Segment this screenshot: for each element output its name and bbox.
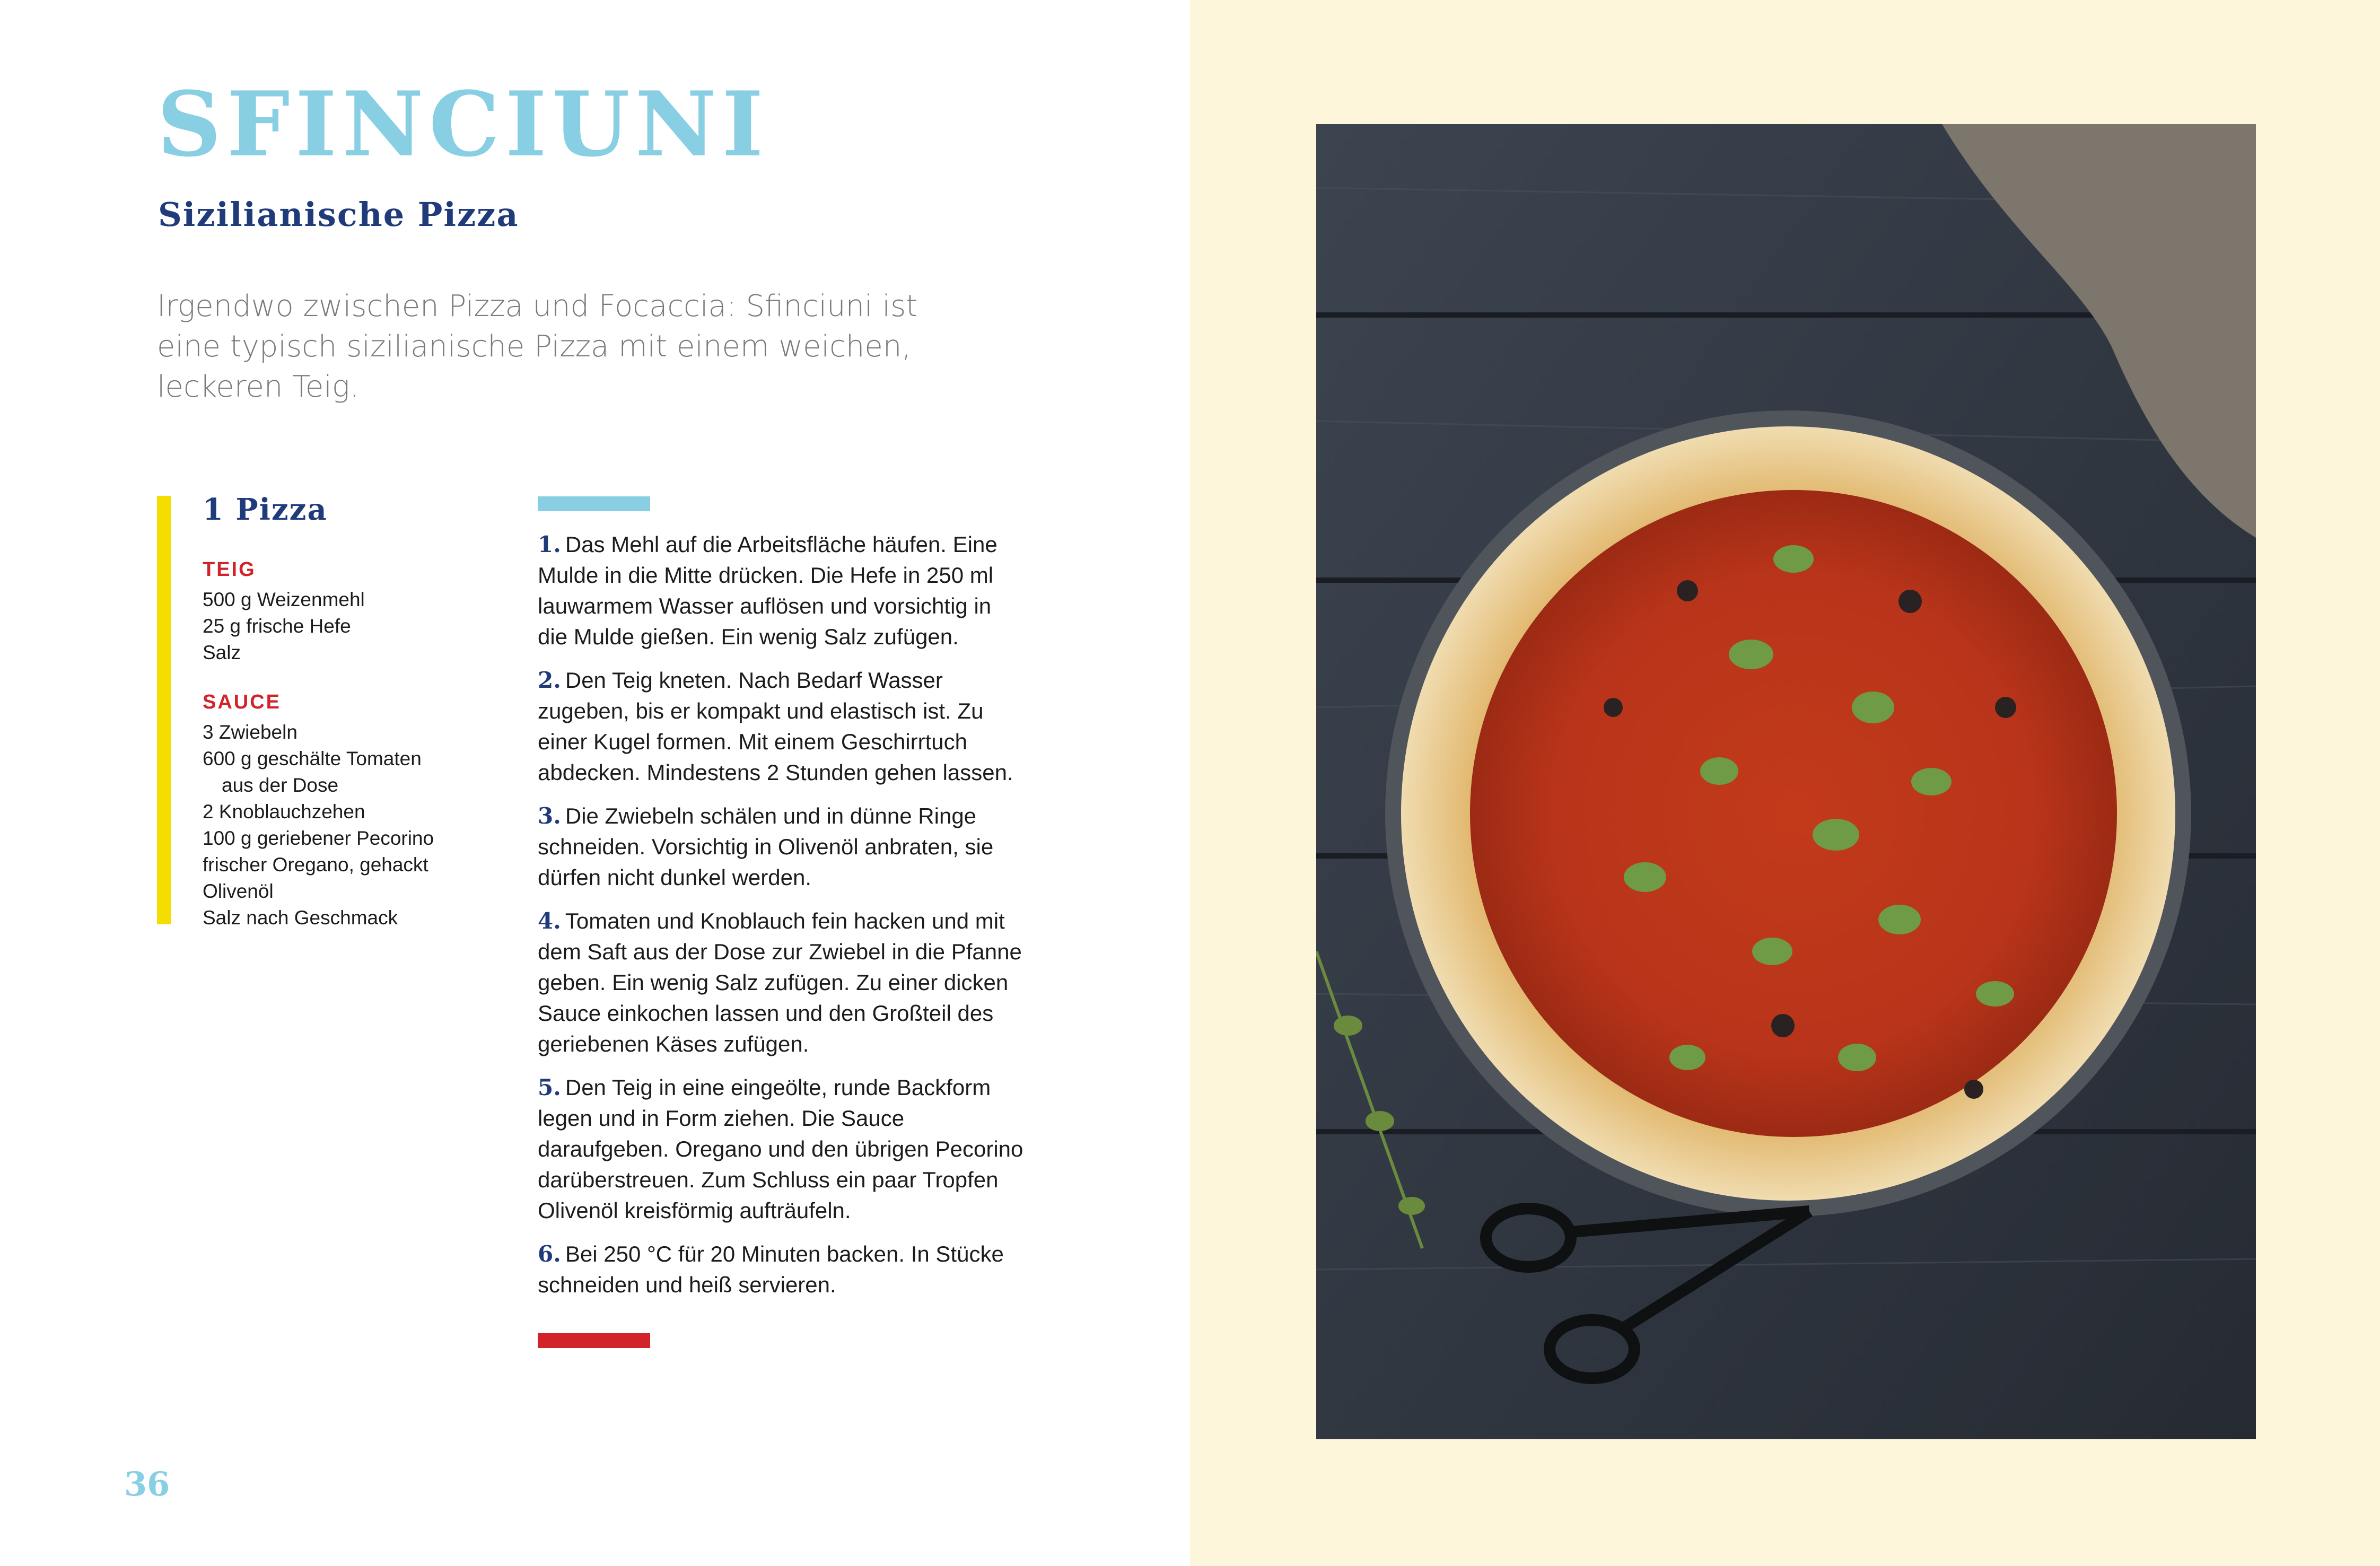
step-5 [538, 1072, 1026, 1226]
step-number: 5. [538, 1074, 561, 1100]
ingredients-accent-bar [157, 496, 171, 924]
recipe-yield: 1 Pizza [203, 492, 328, 527]
ingredient-item: 25 g frische Hefe [203, 615, 351, 637]
ingredient-item: aus der Dose [222, 774, 339, 796]
steps-list [538, 529, 1026, 1313]
ingredient-item: 500 g Weizenmehl [203, 589, 365, 610]
step-text: Tomaten und Knoblauch fein hacken und mit dem Saft aus der Dose zur Zwiebel in die Pfanne geben. Ein wenig Salz zufügen. Zu einer dicken Sauce einkochen lassen und den Großteil des geriebenen Käses zufügen. [538, 908, 1022, 1056]
step-2 [538, 665, 1026, 788]
pizza-photo [1316, 124, 2256, 1439]
ingredient-item: 2 Knoblauchzehen [203, 801, 365, 823]
ingredient-item: frischer Oregano, gehackt [203, 854, 428, 876]
ingredient-item: Olivenöl [203, 880, 274, 902]
ingredient-item: Salz [203, 642, 241, 663]
ingredient-item: 600 g geschälte Tomaten [203, 748, 422, 769]
pizza-sauce [1470, 490, 2117, 1137]
recipe-subtitle: Sizilianische Pizza [158, 195, 519, 234]
recipe-intro: Irgendwo zwischen Pizza und Focaccia: Sfinciuni ist eine typisch sizilianische Pizza mit einem weichen, leckeren Teig. [157, 289, 918, 404]
ingredients-teig [203, 556, 500, 666]
ingredients-sauce-list [203, 719, 500, 931]
pizza-photo-illustration [1316, 124, 2256, 1439]
step-text: Die Zwiebeln schälen und in dünne Ringe schneiden. Vorsichtig in Olivenöl anbraten, sie dürfen nicht dunkel werden. [538, 803, 994, 890]
step-number: 2. [538, 667, 561, 693]
step-number: 1. [538, 531, 561, 557]
step-1 [538, 529, 1026, 652]
ingredient-item: 3 Zwiebeln [203, 721, 298, 743]
ingredients-sauce [203, 688, 500, 931]
page-number: 36 [124, 1465, 170, 1503]
step-number: 3. [538, 803, 561, 829]
recipe-title: SFINCIUNI [157, 72, 769, 177]
steps-top-divider [538, 496, 650, 511]
step-number: 4. [538, 908, 561, 934]
step-text: Den Teig kneten. Nach Bedarf Wasser zugeben, bis er kompakt und elastisch ist. Zu einer Kugel formen. Mit einem Geschirrtuch abdecken. Mindestens 2 Stunden gehen lassen. [538, 668, 1013, 785]
step-6 [538, 1239, 1026, 1300]
step-text: Das Mehl auf die Arbeitsfläche häufen. Eine Mulde in die Mitte drücken. Die Hefe in 250 ml lauwarmem Wasser auflösen und vorsichtig in die Mulde gießen. Ein wenig Salz zufügen. [538, 532, 998, 649]
step-text: Bei 250 °C für 20 Minuten backen. In Stücke schneiden und heiß servieren. [538, 1241, 1004, 1297]
ingredients-teig-heading: TEIG [203, 558, 256, 581]
ingredient-item: 100 g geriebener Pecorino [203, 827, 434, 849]
ingredients-teig-list [203, 587, 500, 666]
ingredients-sauce-heading: SAUCE [203, 691, 282, 713]
step-4 [538, 906, 1026, 1060]
steps-bottom-divider [538, 1333, 650, 1348]
step-number: 6. [538, 1241, 561, 1267]
step-text: Den Teig in eine eingeölte, runde Backform legen und in Form ziehen. Die Sauce daraufgeben. Oregano und den übrigen Pecorino darüberstreuen. Zum Schluss ein paar Tropfen Olivenöl kreisförmig aufträufeln. [538, 1075, 1023, 1223]
step-3 [538, 801, 1026, 893]
ingredient-item: Salz nach Geschmack [203, 907, 398, 929]
